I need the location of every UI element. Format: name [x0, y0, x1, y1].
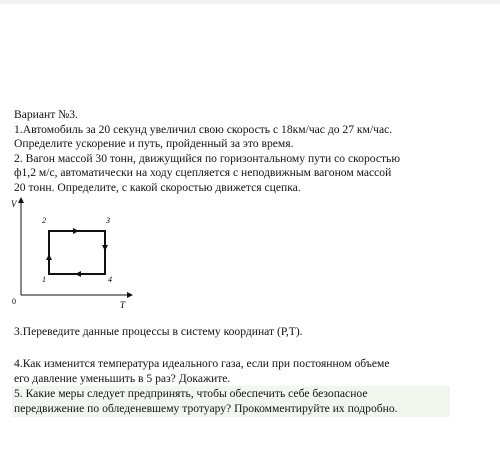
v-axis-label: V [11, 199, 17, 209]
point-4-label: 4 [108, 275, 112, 284]
task-5-line-1: 5. Какие меры следует предпринять, чтобы обеспечить себе безопасное [14, 387, 368, 400]
origin-label: 0 [12, 297, 16, 306]
task-1-line-1: 1.Автомобиль за 20 секунд увеличил свою скорость с 18км/час до 27 км/час. [14, 123, 393, 136]
task-1-line-2: Определите ускорение и путь, пройденный за это время. [14, 137, 294, 150]
task-5-line-2: передвижение по обледеневшему тротуару? Прокомментируйте их подробно. [14, 402, 398, 415]
point-2-label: 2 [42, 216, 46, 225]
top-bar [0, 0, 500, 4]
arrow-2-3 [73, 228, 79, 234]
task-2-line-1: 2. Вагон массой 30 тонн, движущийся по горизонтальному пути со скоростью [14, 152, 401, 165]
t-axis-label: T [120, 300, 126, 310]
task-2-line-3: 20 тонн. Определите, с какой скоростью движется сцепка. [14, 181, 301, 194]
task-2-line-2: ф1,2 м/с, автоматически на ходу сцепляется с неподвижным вагоном массой [14, 166, 392, 179]
point-3-label: 3 [106, 216, 110, 225]
variant-title: Вариант №3. [14, 108, 78, 121]
task-4-line-2: его давление уменьшить в 5 раз? Докажите. [14, 372, 231, 385]
vt-diagram [8, 196, 133, 312]
cycle-rectangle [49, 231, 105, 274]
arrow-3-4 [102, 245, 108, 251]
point-1-label: 1 [42, 275, 46, 284]
task-3: 3.Переведите данные процессы в систему координат (Р,Т). [14, 325, 303, 338]
arrow-1-2 [46, 254, 52, 260]
arrow-4-1 [75, 271, 81, 277]
task-4-line-1: 4.Как изменится температура идеального газа, если при постоянном объеме [14, 357, 390, 370]
